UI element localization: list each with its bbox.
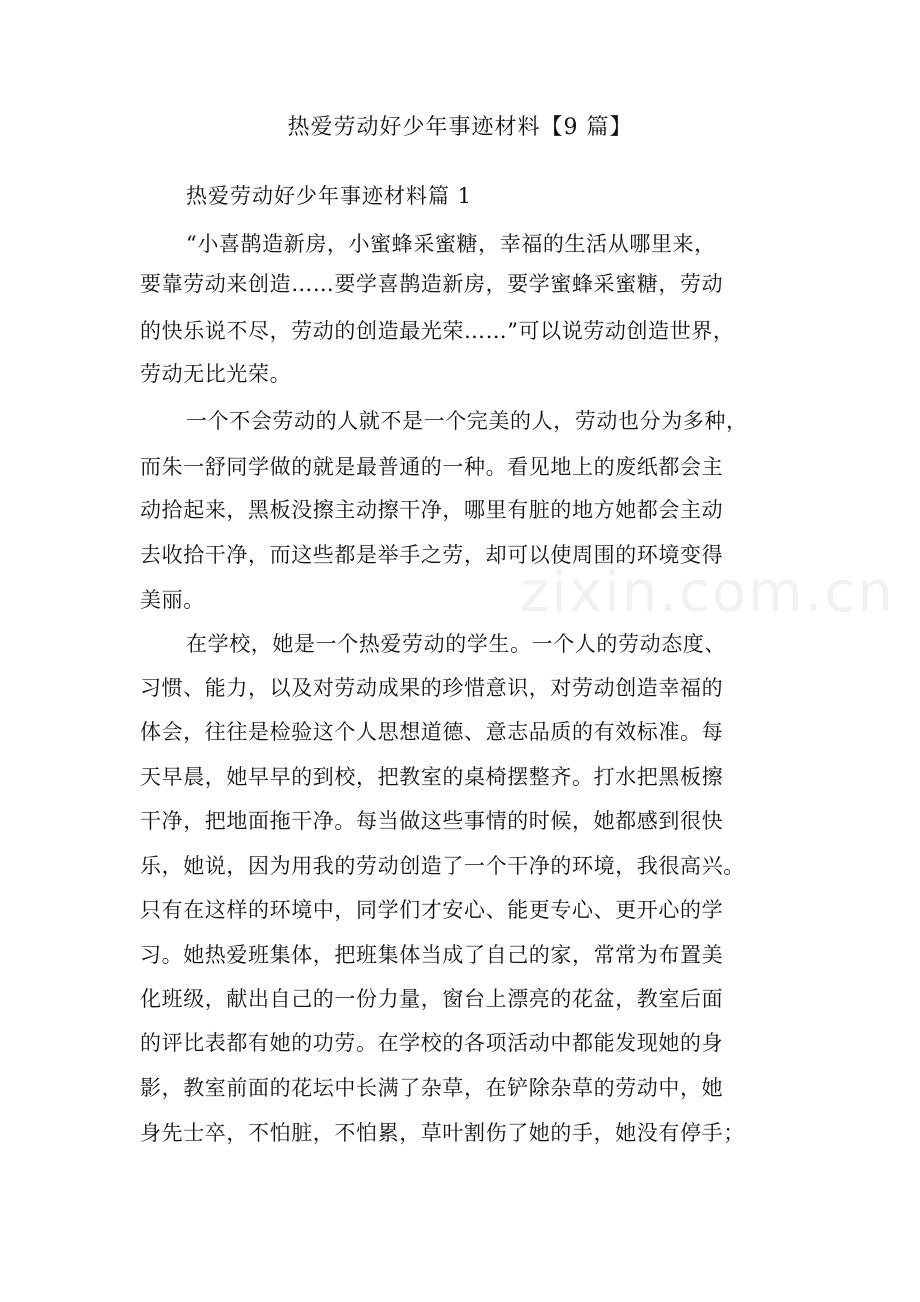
body-line: 劳动无比光荣。: [140, 362, 292, 386]
body-line: 的评比表都有她的功劳。在学校的各项活动中都能发现她的身: [140, 1031, 724, 1055]
document-title: 热爱劳动好少年事迹材料【9 篇】: [287, 115, 633, 140]
body-line: 要靠劳动来创造……要学喜鹊造新房，要学蜜蜂采蜜糖，劳动: [140, 272, 724, 296]
body-line: 影，教室前面的花坛中长满了杂草，在铲除杂草的劳动中，她: [140, 1076, 724, 1100]
body-line: 去收拾干净，而这些都是举手之劳，却可以使周围的环境变得: [140, 543, 724, 567]
body-line: 美丽。: [140, 588, 205, 612]
body-line: 天早晨，她早早的到校，把教室的桌椅摆整齐。打水把黑板擦: [140, 765, 724, 789]
body-line: 动拾起来，黑板没擦主动擦干净，哪里有脏的地方她都会主动: [140, 498, 724, 522]
body-line: 体会，往往是检验这个人思想道德、意志品质的有效标准。每: [140, 720, 724, 744]
body-line: 只有在这样的环境中，同学们才安心、能更专心、更开心的学: [140, 898, 724, 922]
watermark: zixin.com.cn: [520, 560, 895, 625]
body-line: “小喜鹊造新房，小蜜蜂采蜜糖，幸福的生活从哪里来，: [186, 232, 716, 256]
body-line: 习惯、能力，以及对劳动成果的珍惜意识，对劳动创造幸福的: [140, 676, 724, 700]
body-line: 化班级，献出自己的一份力量，窗台上漂亮的花盆，教室后面: [140, 987, 724, 1011]
section-heading: 热爱劳动好少年事迹材料篇 1: [186, 184, 473, 208]
body-line: 干净，把地面拖干净。每当做这些事情的时候，她都感到很快: [140, 809, 724, 833]
body-line: 习。她热爱班集体，把班集体当成了自己的家，常常为布置美: [140, 943, 724, 967]
body-line: 身先士卒，不怕脏，不怕累，草叶割伤了她的手，她没有停手；: [140, 1121, 745, 1145]
body-line: 而朱一舒同学做的就是最普通的一种。看见地上的废纸都会主: [140, 455, 724, 479]
body-line: 的快乐说不尽，劳动的创造最光荣……”可以说劳动创造世界，: [140, 319, 735, 343]
body-line: 乐，她说，因为用我的劳动创造了一个干净的环境，我很高兴。: [140, 854, 745, 878]
body-line: 在学校，她是一个热爱劳动的学生。一个人的劳动态度、: [186, 632, 726, 656]
body-line: 一个不会劳动的人就不是一个完美的人，劳动也分为多种，: [186, 409, 748, 433]
